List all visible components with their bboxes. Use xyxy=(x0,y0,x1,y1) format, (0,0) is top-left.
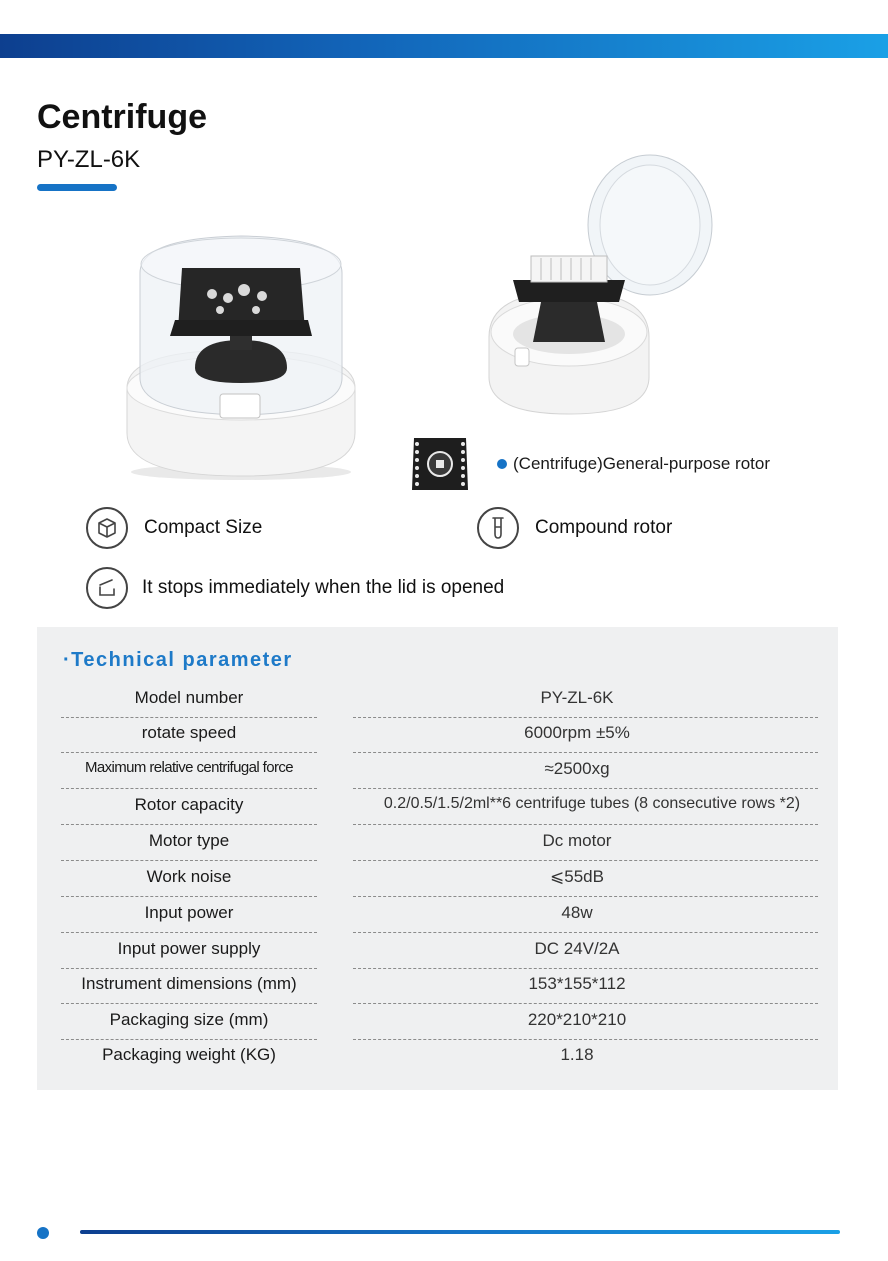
table-row xyxy=(37,753,838,789)
feature-label: Compound rotor xyxy=(535,517,673,538)
rotor-caption xyxy=(497,454,770,474)
param-name: Input power xyxy=(144,903,234,922)
table-row xyxy=(37,861,838,897)
test-tube-icon xyxy=(477,507,519,549)
footer-dot xyxy=(37,1227,49,1239)
model-subtitle: PY-ZL-6K xyxy=(37,146,141,173)
param-value: ⩽55dB xyxy=(550,867,604,886)
table-row xyxy=(37,682,838,718)
centrifuge-open-image xyxy=(485,152,717,418)
param-value: 0.2/0.5/1.5/2ml**6 centrifuge tubes (8 consecutive rows *2) xyxy=(383,795,801,812)
open-lid-icon xyxy=(86,567,128,609)
table-row xyxy=(37,789,838,825)
param-name: Instrument dimensions (mm) xyxy=(81,974,297,993)
param-name: rotate speed xyxy=(141,723,237,742)
rotor-thumbnail-image xyxy=(408,436,472,492)
cube-icon xyxy=(86,507,128,549)
table-row xyxy=(37,717,838,753)
param-value: 1.18 xyxy=(560,1045,594,1064)
table-row xyxy=(37,825,838,861)
param-name: Input power supply xyxy=(117,939,261,958)
title-underline xyxy=(37,184,117,191)
feature-label: Compact Size xyxy=(144,517,263,538)
table-row xyxy=(37,968,838,1004)
param-value: 6000rpm ±5% xyxy=(524,723,630,742)
technical-parameter-panel xyxy=(37,627,838,1090)
centrifuge-closed-image xyxy=(120,228,365,483)
param-value: 48w xyxy=(561,903,593,922)
feature-lid-stop xyxy=(86,567,504,609)
top-banner xyxy=(0,34,888,58)
feature-label: It stops immediately when the lid is opened xyxy=(142,577,505,598)
table-row xyxy=(37,1004,838,1040)
param-name: Motor type xyxy=(148,831,230,850)
param-value: PY-ZL-6K xyxy=(540,688,614,707)
param-name: Rotor capacity xyxy=(134,795,244,814)
param-name: Maximum relative centrifugal force xyxy=(84,759,293,776)
param-name: Work noise xyxy=(146,867,232,886)
page-title: Centrifuge xyxy=(37,98,207,136)
param-value: Dc motor xyxy=(542,831,612,850)
feature-compound-rotor xyxy=(477,507,672,549)
param-value: ≈2500xg xyxy=(544,759,610,778)
param-name: Model number xyxy=(134,688,244,707)
footer-line xyxy=(80,1230,840,1234)
feature-compact-size xyxy=(86,507,262,549)
param-value: 220*210*210 xyxy=(527,1010,627,1029)
param-name: Packaging size (mm) xyxy=(109,1010,269,1029)
table-row xyxy=(37,1039,838,1075)
param-value: 153*155*112 xyxy=(528,974,626,993)
table-row xyxy=(37,933,838,969)
table-row xyxy=(37,897,838,933)
bullet-dot xyxy=(497,459,507,469)
param-value: DC 24V/2A xyxy=(534,939,620,958)
rotor-caption-text: (Centrifuge)General-purpose rotor xyxy=(513,454,771,473)
param-name: Packaging weight (KG) xyxy=(102,1045,276,1064)
panel-title: ·Technical parameter xyxy=(63,649,293,671)
